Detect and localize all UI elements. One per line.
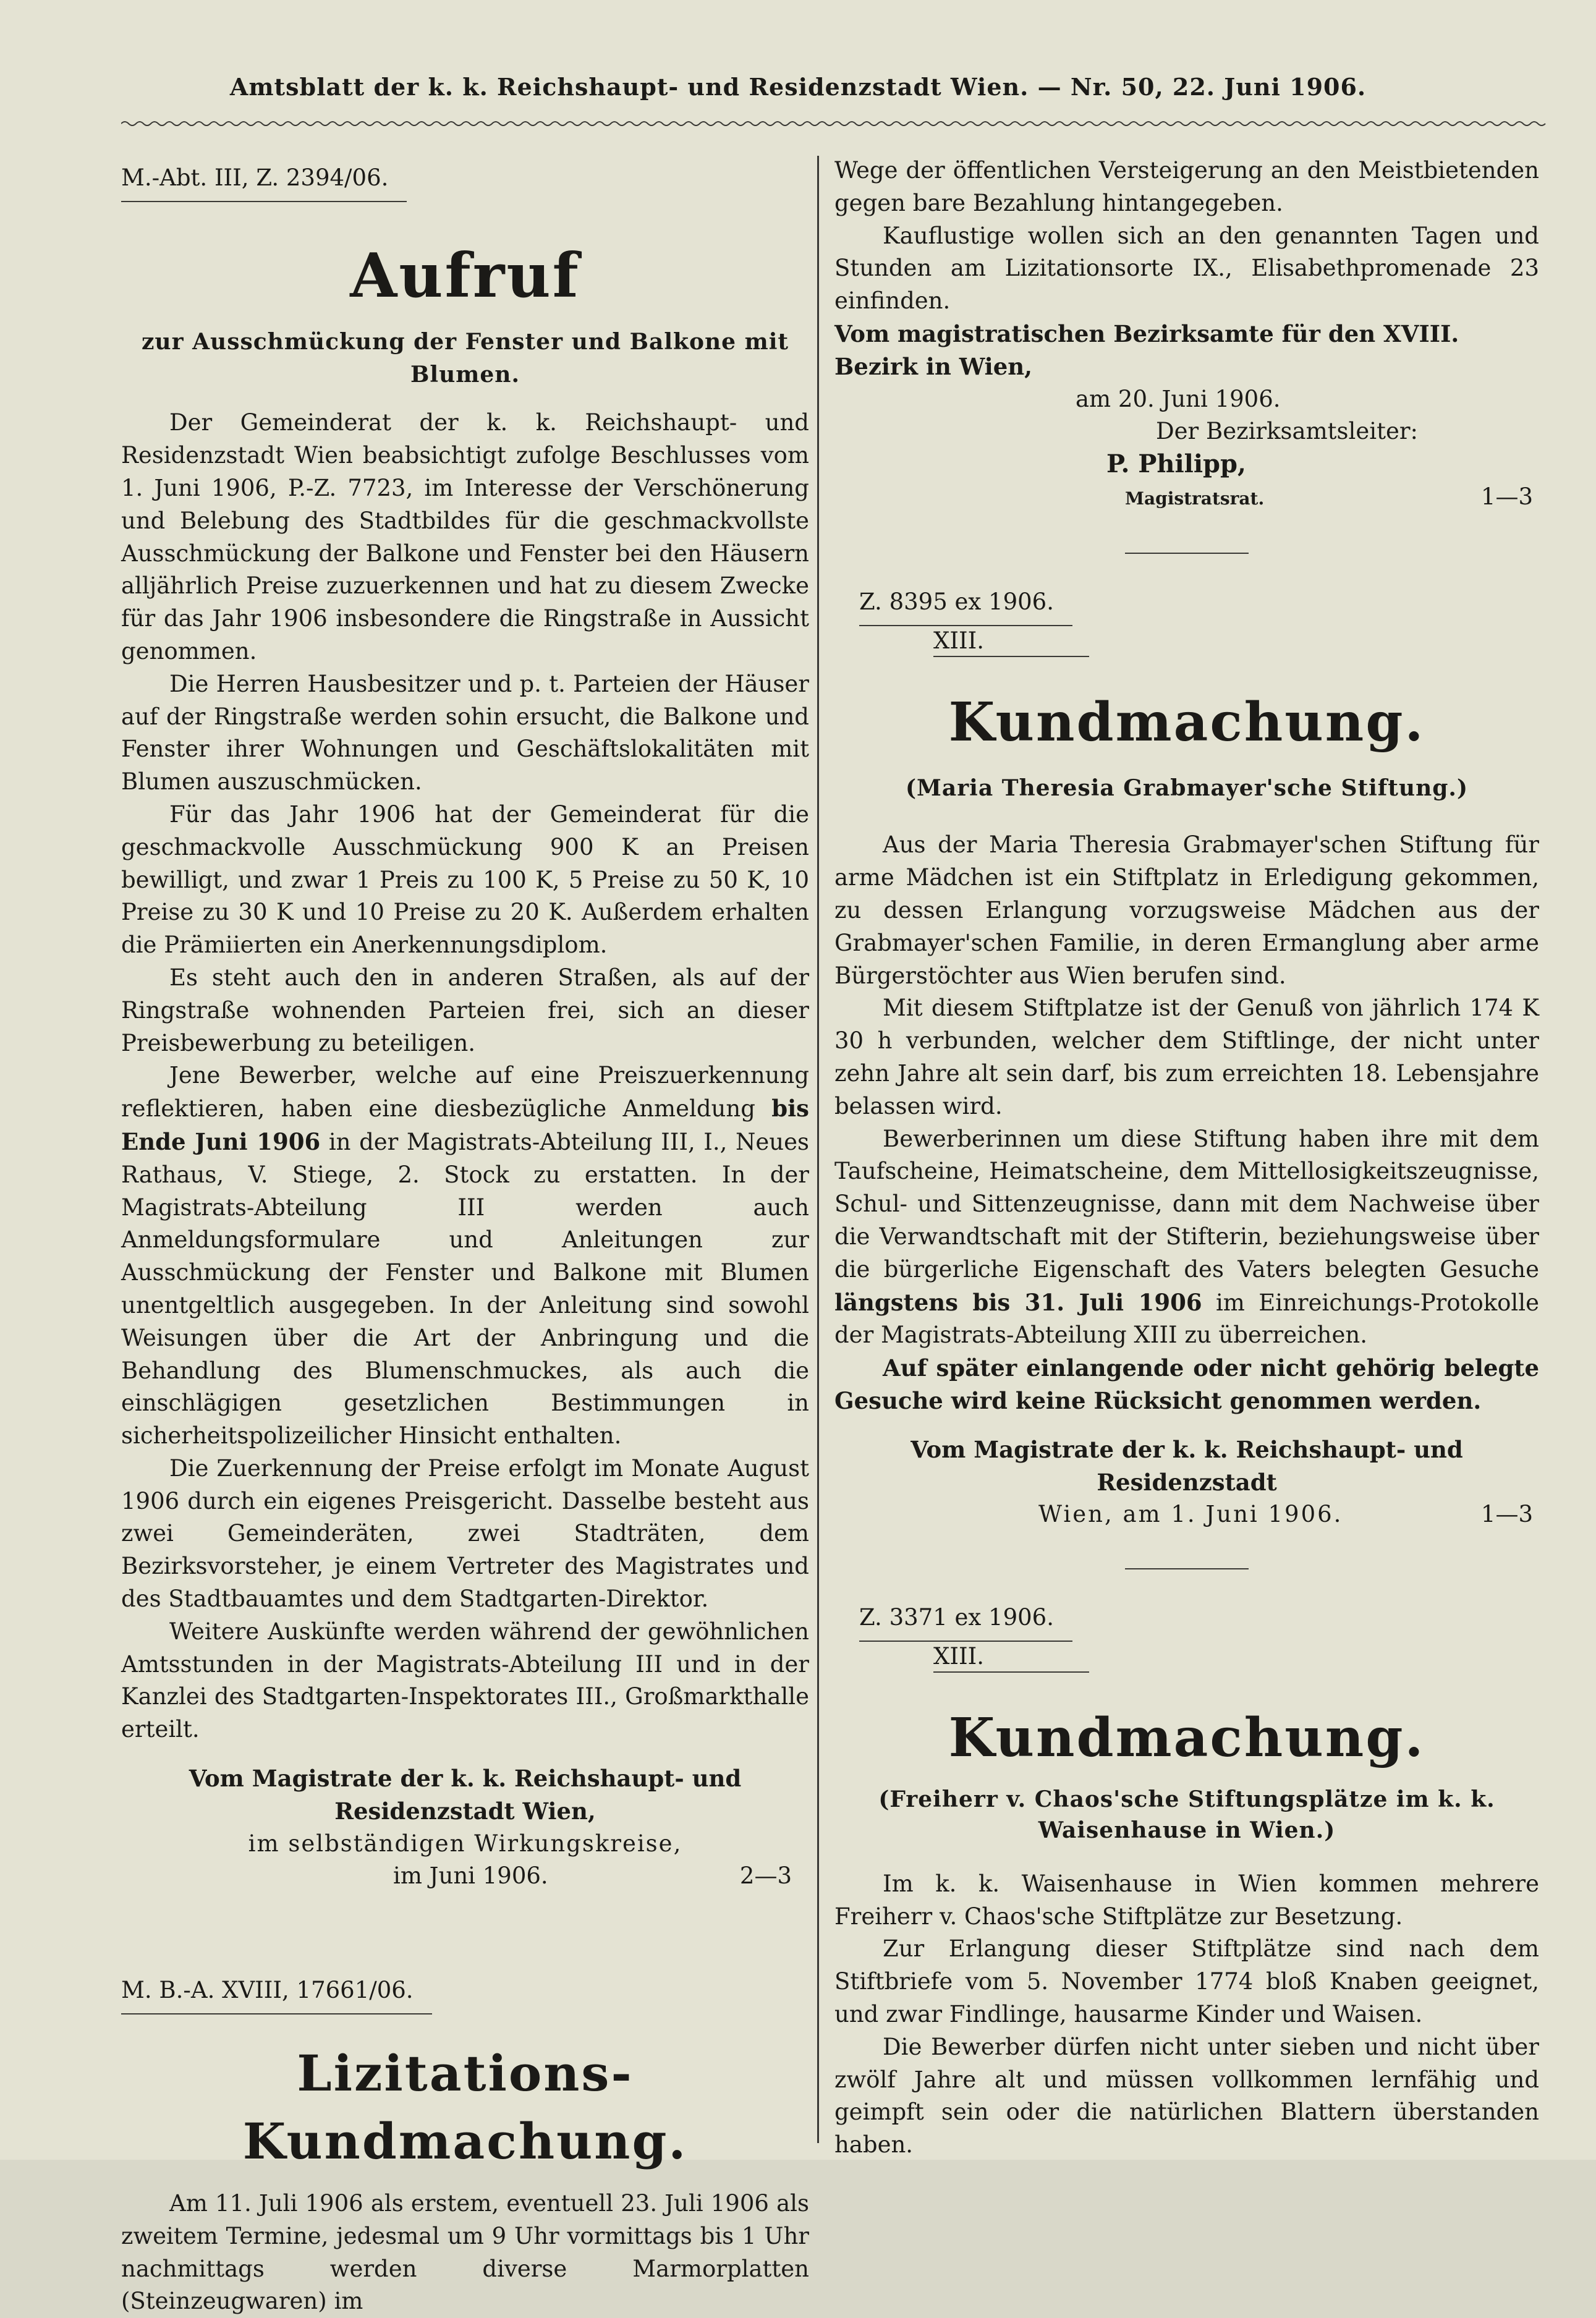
- aufruf-date: im Juni 1906.: [393, 1862, 548, 1890]
- kund2-subtitle: (Freiherr v. Chaos'sche Stiftungsplätze im k. k. Waisenhause in Wien.): [878, 1786, 1495, 1843]
- kund1-reference: Z. 8395 ex 1906.: [859, 579, 1072, 626]
- aufruf-date-row: [121, 1860, 809, 1893]
- aufruf-p5-text-b: in der Magistrats-Abteilung III, I., Neues Rathaus, V. Stiege, 2. Stock zu erstatten. In der Magistrats-Abteilung III werden auch Anmeldungsformulare und Anleitungen zur Ausschmückung der Fenster und Balkone mit Blumen unentgeltlich ausgegeben. In der Anleitung sind sowohl Weisungen über die Art der Anbringung und die Behandlung des Blumenschmuckes, als auch die einschlägigen gesetzlichen Bestimmungen in sicherheitspolizeilicher Hinsicht enthalten.: [121, 1128, 810, 1450]
- lizitation-paragraph-1: Am 11. Juli 1906 als erstem, eventuell 23. Juli 1906 als zweitem Termine, jedesmal um 9 Uhr vormittags bis 1 Uhr nachmittags werden diverse Marmorplatten (Steinzeugwaren) im: [121, 2190, 809, 2315]
- lizitation-leader-rank: Magistratsrat.: [1125, 488, 1265, 509]
- kund1-paragraph-1: Aus der Maria Theresia Grabmayer'schen Stiftung für arme Mädchen ist ein Stiftplatz in Erledigung gekommen, zu dessen Erlangung vorzugsweise Mädchen aus der Grabmayer'schen Familie, in deren Ermanglung aber arme Bürgerstöchter aus Wien berufen sind.: [834, 831, 1539, 989]
- aufruf-subtitle: zur Ausschmückung der Fenster und Balkone mit Blumen.: [141, 328, 789, 388]
- wavy-rule: [121, 119, 1549, 129]
- aufruf-paragraph-5: [121, 1059, 809, 1453]
- lizitation-signature-row: [834, 481, 1539, 516]
- kund1-paragraph-4: Auf später einlangende oder nicht gehörig belegte Gesuche wird keine Rücksicht genommen werden.: [834, 1354, 1539, 1414]
- aufruf-paragraph-6: Die Zuerkennung der Preise erfolgt im Monate August 1906 durch ein eigenes Preisgericht. Dasselbe besteht aus zwei Gemeinderäten, zwei Stadträten, dem Bezirksvorsteher, je einem Vertreter des Magistrates und des Stadtbauamtes und dem Stadtgarten-Direktor.: [121, 1454, 809, 1613]
- kund1-subtitle: (Maria Theresia Grabmayer'sche Stiftung.): [906, 775, 1468, 801]
- kund1-p3-deadline: längstens bis 31. Juli 1906: [834, 1288, 1202, 1316]
- kund2-reference-sub: [933, 1642, 1539, 1673]
- kund2-paragraph-3: Die Bewerber dürfen nicht unter sieben und nicht über zwölf Jahre alt und müssen vollkommen lernfähig und geimpft sein oder die natürlichen Blattern überstanden haben.: [834, 2033, 1539, 2159]
- aufruf-reference: M.-Abt. III, Z. 2394/06.: [121, 155, 407, 202]
- kund1-ref-sub-text: XIII.: [933, 626, 1089, 657]
- aufruf-p5-deadline: bis Ende Juni 1906: [121, 1095, 809, 1155]
- right-column: [834, 155, 1539, 2162]
- lizitation-reference: M. B.-A. XVIII, 17661/06.: [121, 1967, 432, 2014]
- lizitation-title: Lizitations-Kundmachung.: [242, 2044, 688, 2171]
- lizitation-leader-title: Der Bezirksamtsleiter:: [1156, 418, 1419, 445]
- kund1-date: Wien, am 1. Juni 1906.: [1038, 1501, 1343, 1528]
- lizitation-date: am 20. Juni 1906.: [1076, 385, 1281, 412]
- kund1-title: Kundmachung.: [948, 690, 1425, 754]
- kund1-p3-text-a: Bewerberinnen um diese Stiftung haben ihre mit dem Taufscheine, Heimatscheine, dem Mittellosigkeitszeugnisse, Schul- und Sittenzeugnisse, dann mit dem Nachweise über die Verwandtschaft mit der Stifterin, beziehungsweise über die bürgerliche Eigenschaft des Vaters belegten Gesuche: [834, 1125, 1539, 1283]
- aufruf-count: 2—3: [739, 1862, 792, 1890]
- lizitation-leader-name: P. Philipp,: [1106, 449, 1246, 479]
- left-column: [121, 155, 809, 2318]
- kund1-paragraph-3: [834, 1123, 1539, 1352]
- lizitation-cont-paragraph-2: Kauflustige wollen sich an den genannten Tagen und Stunden am Lizitationsorte IX., Elisabethpromenade 23 einfinden.: [834, 222, 1539, 315]
- aufruf-paragraph-1: Der Gemeinderat der k. k. Reichshaupt- und Residenzstadt Wien beabsichtigt zufolge Beschlusses vom 1. Juni 1906, P.-Z. 7723, im Interesse der Verschönerung und Belebung des Stadtbildes für die geschmackvollste Ausschmückung der Balkone und Fenster bei den Häusern alljährlich Preise zuzuerkennen und hat zu diesem Zwecke für das Jahr 1906 insbesondere die Ringstraße in Aussicht genommen.: [121, 409, 809, 664]
- aufruf-paragraph-2: Die Herren Hausbesitzer und p. t. Parteien der Häuser auf der Ringstraße werden sohin ersucht, die Balkone und Fenster ihrer Wohnungen und Geschäftslokalitäten mit Blumen auszuschmücken.: [121, 670, 809, 796]
- aufruf-authority-sub: im selbständigen Wirkungskreise,: [248, 1830, 682, 1857]
- kund1-p3-text-b: im Einreichungs-Protokolle der Magistrats-Abteilung XIII zu überreichen.: [834, 1289, 1539, 1349]
- kund2-ref-sub-text: XIII.: [933, 1642, 1089, 1673]
- masthead: Amtsblatt der k. k. Reichshaupt- und Residenzstadt Wien. — Nr. 50, 22. Juni 1906.: [229, 73, 1367, 101]
- kund1-date-row: [834, 1498, 1539, 1531]
- kund2-paragraph-1: Im k. k. Waisenhause in Wien kommen mehrere Freiherr v. Chaos'sche Stiftplätze zur Besetzung.: [834, 1870, 1539, 1930]
- lizitation-count: 1—3: [1480, 483, 1533, 510]
- aufruf-title: Aufruf: [350, 240, 580, 312]
- kund1-count: 1—3: [1480, 1501, 1533, 1528]
- kund1-authority: Vom Magistrate der k. k. Reichshaupt- und Residenzstadt: [910, 1435, 1463, 1496]
- kund2-title: Kundmachung.: [948, 1706, 1425, 1769]
- column-divider: [817, 156, 819, 2143]
- kund2-reference: Z. 3371 ex 1906.: [859, 1594, 1072, 1642]
- aufruf-paragraph-3: Für das Jahr 1906 hat der Gemeinderat für die geschmackvolle Ausschmückung 900 K an Preisen bewilligt, und zwar 1 Preis zu 100 K, 5 Preise zu 50 K, 10 Preise zu 30 K und 10 Preise zu 20 K. Außerdem erhalten die Prämiierten ein Anerkennungsdiplom.: [121, 800, 809, 959]
- lizitation-cont-paragraph-1: Wege der öffentlichen Versteigerung an den Meistbietenden gegen bare Bezahlung hintangegeben.: [834, 157, 1539, 216]
- aufruf-authority: Vom Magistrate der k. k. Reichshaupt- und Residenzstadt Wien,: [189, 1765, 742, 1825]
- lizitation-authority: Vom magistratischen Bezirksamte für den XVIII. Bezirk in Wien,: [834, 320, 1459, 380]
- kund1-paragraph-2: Mit diesem Stiftplatze ist der Genuß von jährlich 174 K 30 h verbunden, welcher dem Stiftlinge, der nicht unter zehn Jahre alt sein darf, bis zum erreichten 18. Lebensjahre belassen wird.: [834, 995, 1539, 1119]
- kund2-paragraph-2: Zur Erlangung dieser Stiftplätze sind nach dem Stiftbriefe vom 5. November 1774 bloß Knaben geeignet, und zwar Findlinge, hausarme Kinder und Waisen.: [834, 1935, 1539, 2028]
- aufruf-paragraph-4: Es steht auch den in anderen Straßen, als auf der Ringstraße wohnenden Parteien frei, sich an dieser Preisbewerbung zu beteiligen.: [121, 964, 809, 1056]
- kund1-reference-sub: [933, 626, 1539, 657]
- aufruf-p5-text-a: Jene Bewerber, welche auf eine Preiszuerkennung reflektieren, haben eine diesbezügliche Anmeldung: [121, 1062, 809, 1123]
- aufruf-paragraph-7: Weitere Auskünfte werden während der gewöhnlichen Amtsstunden in der Magistrats-Abteilung III und in der Kanzlei des Stadtgarten-Inspektorates III., Großmarkthalle erteilt.: [121, 1618, 809, 1743]
